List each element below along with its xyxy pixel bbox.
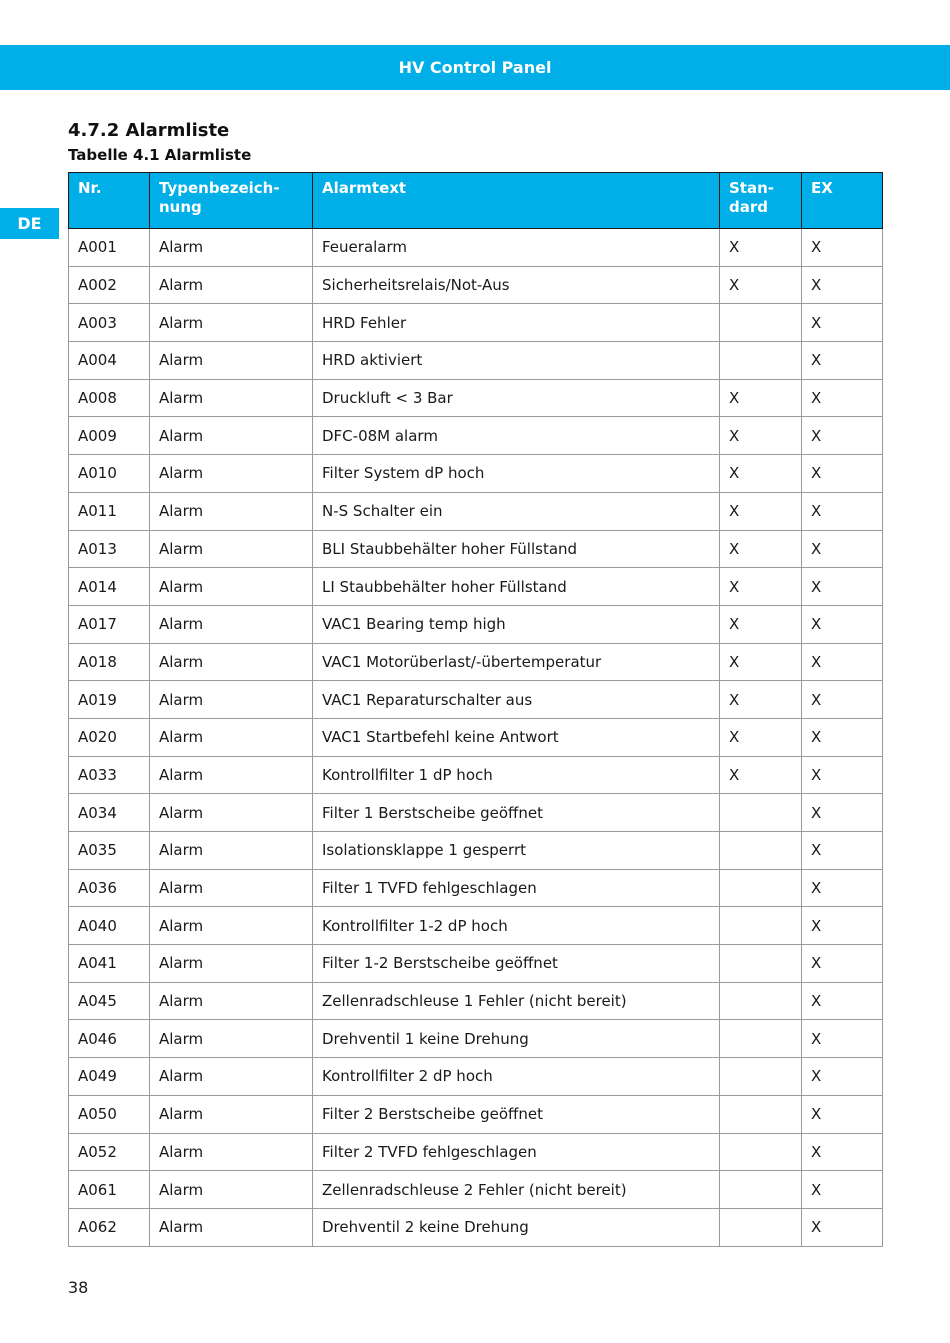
- column-header-label: Nr.: [78, 179, 102, 197]
- table-row: [69, 756, 883, 794]
- cell-standard: [720, 1171, 802, 1209]
- cell-ex: X: [802, 907, 883, 945]
- cell-standard: X: [720, 417, 802, 455]
- cell-ex: X: [802, 982, 883, 1020]
- cell-type: Alarm: [150, 605, 313, 643]
- cell-ex: X: [802, 455, 883, 493]
- cell-ex: X: [802, 1020, 883, 1058]
- cell-alarm-number: A011: [69, 492, 150, 530]
- cell-alarm-number: A040: [69, 907, 150, 945]
- cell-alarm-number: A020: [69, 718, 150, 756]
- cell-type: Alarm: [150, 1058, 313, 1096]
- cell-ex: X: [802, 417, 883, 455]
- table-row: [69, 869, 883, 907]
- table-row: [69, 945, 883, 983]
- table-row: [69, 342, 883, 380]
- cell-alarm-text: Sicherheitsrelais/Not-Aus: [313, 266, 720, 304]
- cell-type: Alarm: [150, 869, 313, 907]
- column-header-type: [150, 173, 313, 229]
- cell-ex: X: [802, 1171, 883, 1209]
- table-row: [69, 1133, 883, 1171]
- cell-alarm-number: A008: [69, 379, 150, 417]
- cell-ex: X: [802, 718, 883, 756]
- cell-alarm-text: Filter 2 Berstscheibe geöffnet: [313, 1095, 720, 1133]
- cell-type: Alarm: [150, 945, 313, 983]
- table-row: [69, 681, 883, 719]
- cell-alarm-text: Kontrollfilter 1-2 dP hoch: [313, 907, 720, 945]
- cell-type: Alarm: [150, 229, 313, 267]
- cell-alarm-text: Druckluft < 3 Bar: [313, 379, 720, 417]
- cell-standard: [720, 1095, 802, 1133]
- cell-standard: X: [720, 605, 802, 643]
- cell-ex: X: [802, 869, 883, 907]
- cell-type: Alarm: [150, 1133, 313, 1171]
- cell-alarm-number: A017: [69, 605, 150, 643]
- cell-alarm-text: DFC-08M alarm: [313, 417, 720, 455]
- cell-type: Alarm: [150, 379, 313, 417]
- cell-type: Alarm: [150, 266, 313, 304]
- cell-type: Alarm: [150, 492, 313, 530]
- banner-title: HV Control Panel: [398, 58, 552, 77]
- cell-alarm-text: Filter 1 TVFD fehlgeschlagen: [313, 869, 720, 907]
- cell-type: Alarm: [150, 1020, 313, 1058]
- cell-type: Alarm: [150, 304, 313, 342]
- cell-alarm-number: A019: [69, 681, 150, 719]
- column-header-nr: [69, 173, 150, 229]
- cell-type: Alarm: [150, 907, 313, 945]
- cell-ex: X: [802, 794, 883, 832]
- cell-alarm-text: VAC1 Motorüberlast/-übertemperatur: [313, 643, 720, 681]
- cell-ex: X: [802, 1133, 883, 1171]
- cell-alarm-number: A033: [69, 756, 150, 794]
- table-row: [69, 266, 883, 304]
- cell-standard: X: [720, 718, 802, 756]
- section-heading: 4.7.2 Alarmliste: [68, 120, 230, 141]
- cell-ex: X: [802, 568, 883, 606]
- cell-alarm-text: LI Staubbehälter hoher Füllstand: [313, 568, 720, 606]
- cell-ex: X: [802, 1095, 883, 1133]
- cell-standard: [720, 832, 802, 870]
- cell-type: Alarm: [150, 455, 313, 493]
- cell-alarm-number: A062: [69, 1208, 150, 1246]
- cell-alarm-text: Filter 1-2 Berstscheibe geöffnet: [313, 945, 720, 983]
- table-row: [69, 1171, 883, 1209]
- cell-alarm-number: A050: [69, 1095, 150, 1133]
- cell-alarm-text: VAC1 Startbefehl keine Antwort: [313, 718, 720, 756]
- cell-ex: X: [802, 266, 883, 304]
- column-header-standard: [720, 173, 802, 229]
- cell-standard: [720, 982, 802, 1020]
- page-number: 38: [68, 1278, 89, 1297]
- cell-alarm-number: A045: [69, 982, 150, 1020]
- cell-alarm-text: N-S Schalter ein: [313, 492, 720, 530]
- cell-alarm-number: A003: [69, 304, 150, 342]
- cell-standard: [720, 1058, 802, 1096]
- cell-ex: X: [802, 342, 883, 380]
- cell-type: Alarm: [150, 832, 313, 870]
- cell-type: Alarm: [150, 794, 313, 832]
- cell-ex: X: [802, 229, 883, 267]
- cell-standard: [720, 1020, 802, 1058]
- cell-type: Alarm: [150, 681, 313, 719]
- cell-type: Alarm: [150, 417, 313, 455]
- cell-ex: X: [802, 379, 883, 417]
- cell-alarm-text: Zellenradschleuse 2 Fehler (nicht bereit): [313, 1171, 720, 1209]
- cell-standard: X: [720, 492, 802, 530]
- language-tab: [0, 208, 59, 239]
- table-row: [69, 832, 883, 870]
- cell-standard: X: [720, 379, 802, 417]
- table-row: [69, 718, 883, 756]
- cell-alarm-number: A010: [69, 455, 150, 493]
- table-caption: Tabelle 4.1 Alarmliste: [68, 146, 252, 164]
- cell-type: Alarm: [150, 982, 313, 1020]
- table-row: [69, 455, 883, 493]
- cell-type: Alarm: [150, 1208, 313, 1246]
- cell-alarm-number: A049: [69, 1058, 150, 1096]
- table-row: [69, 1020, 883, 1058]
- cell-standard: X: [720, 681, 802, 719]
- cell-ex: X: [802, 756, 883, 794]
- cell-standard: [720, 1133, 802, 1171]
- cell-type: Alarm: [150, 342, 313, 380]
- cell-ex: X: [802, 1208, 883, 1246]
- column-header-label: EX: [811, 179, 833, 197]
- cell-alarm-text: Filter System dP hoch: [313, 455, 720, 493]
- cell-alarm-number: A034: [69, 794, 150, 832]
- cell-ex: X: [802, 643, 883, 681]
- cell-type: Alarm: [150, 530, 313, 568]
- table-row: [69, 1058, 883, 1096]
- column-header-label: Typenbezeich- nung: [159, 179, 280, 216]
- cell-type: Alarm: [150, 718, 313, 756]
- cell-ex: X: [802, 605, 883, 643]
- table-header-row: [69, 173, 883, 229]
- cell-alarm-number: A013: [69, 530, 150, 568]
- cell-alarm-text: Filter 2 TVFD fehlgeschlagen: [313, 1133, 720, 1171]
- cell-alarm-number: A052: [69, 1133, 150, 1171]
- cell-ex: X: [802, 945, 883, 983]
- alarm-table: [68, 172, 883, 1247]
- cell-type: Alarm: [150, 756, 313, 794]
- cell-alarm-number: A002: [69, 266, 150, 304]
- cell-alarm-number: A035: [69, 832, 150, 870]
- table-row: [69, 643, 883, 681]
- cell-standard: X: [720, 756, 802, 794]
- cell-standard: [720, 304, 802, 342]
- cell-standard: X: [720, 568, 802, 606]
- cell-alarm-text: HRD aktiviert: [313, 342, 720, 380]
- cell-alarm-text: HRD Fehler: [313, 304, 720, 342]
- cell-ex: X: [802, 304, 883, 342]
- cell-ex: X: [802, 681, 883, 719]
- cell-alarm-text: Drehventil 1 keine Drehung: [313, 1020, 720, 1058]
- cell-standard: [720, 342, 802, 380]
- cell-type: Alarm: [150, 1095, 313, 1133]
- language-label: DE: [17, 214, 42, 233]
- cell-standard: X: [720, 530, 802, 568]
- table-row: [69, 379, 883, 417]
- header-banner: [0, 45, 950, 90]
- table-row: [69, 605, 883, 643]
- cell-alarm-number: A046: [69, 1020, 150, 1058]
- cell-type: Alarm: [150, 643, 313, 681]
- cell-standard: [720, 907, 802, 945]
- cell-standard: [720, 794, 802, 832]
- cell-standard: [720, 869, 802, 907]
- column-header-label: Stan- dard: [729, 179, 774, 216]
- table-row: [69, 304, 883, 342]
- cell-alarm-number: A018: [69, 643, 150, 681]
- cell-alarm-number: A009: [69, 417, 150, 455]
- table-row: [69, 1208, 883, 1246]
- table-row: [69, 492, 883, 530]
- cell-alarm-text: VAC1 Bearing temp high: [313, 605, 720, 643]
- cell-alarm-text: Filter 1 Berstscheibe geöffnet: [313, 794, 720, 832]
- cell-alarm-text: Kontrollfilter 2 dP hoch: [313, 1058, 720, 1096]
- table-row: [69, 1095, 883, 1133]
- cell-alarm-number: A061: [69, 1171, 150, 1209]
- table-row: [69, 794, 883, 832]
- cell-alarm-text: BLI Staubbehälter hoher Füllstand: [313, 530, 720, 568]
- cell-alarm-number: A041: [69, 945, 150, 983]
- cell-standard: X: [720, 643, 802, 681]
- cell-alarm-text: Zellenradschleuse 1 Fehler (nicht bereit): [313, 982, 720, 1020]
- cell-alarm-number: A001: [69, 229, 150, 267]
- cell-alarm-text: Kontrollfilter 1 dP hoch: [313, 756, 720, 794]
- cell-ex: X: [802, 492, 883, 530]
- cell-standard: X: [720, 455, 802, 493]
- cell-alarm-number: A014: [69, 568, 150, 606]
- table-row: [69, 417, 883, 455]
- cell-ex: X: [802, 1058, 883, 1096]
- table-row: [69, 530, 883, 568]
- cell-type: Alarm: [150, 1171, 313, 1209]
- cell-alarm-text: Feueralarm: [313, 229, 720, 267]
- cell-alarm-text: Isolationsklappe 1 gesperrt: [313, 832, 720, 870]
- cell-alarm-number: A036: [69, 869, 150, 907]
- cell-type: Alarm: [150, 568, 313, 606]
- table-row: [69, 982, 883, 1020]
- table-row: [69, 229, 883, 267]
- cell-standard: [720, 1208, 802, 1246]
- table-row: [69, 568, 883, 606]
- column-header-alarm-text: [313, 173, 720, 229]
- cell-alarm-text: Drehventil 2 keine Drehung: [313, 1208, 720, 1246]
- cell-alarm-text: VAC1 Reparaturschalter aus: [313, 681, 720, 719]
- table-row: [69, 907, 883, 945]
- cell-ex: X: [802, 530, 883, 568]
- cell-alarm-number: A004: [69, 342, 150, 380]
- alarm-table-body: [69, 229, 883, 1247]
- cell-ex: X: [802, 832, 883, 870]
- cell-standard: [720, 945, 802, 983]
- cell-standard: X: [720, 266, 802, 304]
- column-header-ex: [802, 173, 883, 229]
- column-header-label: Alarmtext: [322, 179, 407, 197]
- cell-standard: X: [720, 229, 802, 267]
